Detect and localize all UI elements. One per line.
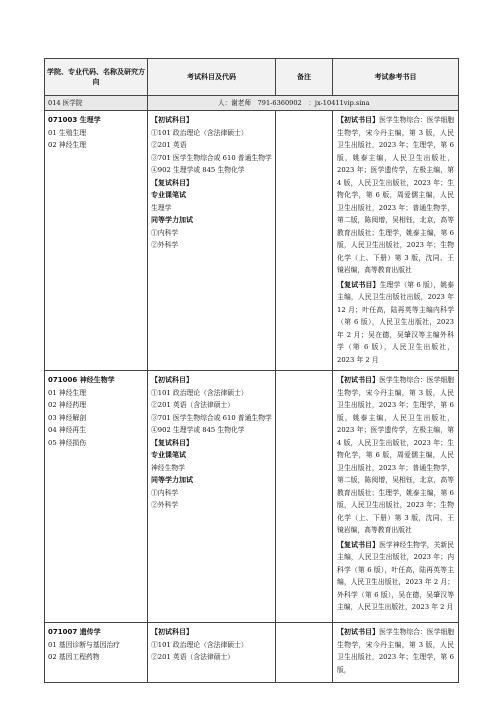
remarks-cell [276,111,333,371]
major-title: 071007 遗传学 [48,628,101,636]
exam-subject: ①101 政治理论（含法律硕士） [151,388,248,397]
equivalent-exam-title: 同等学力加试 [151,476,193,484]
reference-books [333,623,459,683]
direction-item: 01 神经生理 [48,388,86,397]
header-exam-subjects: 考试科目及代码 [148,59,276,96]
exam-subject: ④902 生理学或 845 生物化学 [151,426,245,434]
initial-reference [337,114,454,277]
initial-exam-title: 【初试科目】 [151,376,193,384]
header-reference-books: 考试参考书目 [333,59,459,96]
retest-reference [337,279,454,367]
reference-text: 医学生物综合：医学细胞生物学，宋今丹主编，第 3 版，人民卫生出版社，2023 年；生理学，第 6 版， [337,628,455,674]
retest-reference [337,539,454,614]
initial-reference [337,626,454,676]
direction-item: 02 基因工程药物 [48,653,100,661]
exam-subject: ②201 英语（含法律硕士） [151,653,235,661]
reference-books [333,111,459,371]
exam-subjects [148,371,276,623]
equivalent-subject: ②外科学 [151,241,179,249]
exam-subject: ②201 英语（含法律硕士） [151,401,235,409]
reference-text: 生理学（第 6 版），姚泰主编，人民卫生出版社出版，2023 年 12 月；叶任高，陆再英等主编内科学（第 6 版），人民卫生出版社，2023 年 2 月；吴在德，吴肇汉等主编外科学（第 6 版），人民卫生出版社，2023 年 2 月 [337,280,455,364]
initial-exam-title: 【初试科目】 [151,628,193,636]
exam-subject: ④902 生理学或 845 生物化学 [151,166,245,174]
equivalent-exam-title: 同等学力加试 [151,216,193,224]
direction-item: 04 神经再生 [48,426,86,434]
reference-tag: 【初试书目】 [337,376,380,384]
school-contact: 人：谢老师 791-6360902 ：jx-10411vip.sina [148,96,459,111]
direction-item: 01 生殖生理 [48,128,86,137]
school-name: 014 医学院 [45,96,148,111]
reference-books [333,371,459,623]
written-subject: 神经生物学 [151,463,185,472]
direction-item: 02 神经药理 [48,401,86,409]
remarks-cell [276,371,333,623]
equivalent-subject: ①内科学 [151,228,179,237]
initial-reference [337,374,454,537]
admissions-table [44,58,459,683]
retest-title: 【复试科目】 [151,178,193,187]
written-subject: 生理学 [151,203,172,212]
remarks-cell [276,623,333,683]
exam-subject: ③701 医学生物综合或 610 普通生物学 [151,413,272,422]
exam-subject: ①101 政治理论（含法律硕士） [151,128,248,137]
equivalent-subject: ①内科学 [151,488,179,497]
exam-subject: ③701 医学生物综合或 610 普通生物学 [151,153,272,162]
reference-text: 医学生物综合：医学细胞生物学，宋今丹主编，第 3 版，人民卫生出版社，2023 年；生理学，第 6 版，姚泰主编，人民卫生出版社，2023 年；医学遗传学，左极主编，第 4 版，人民卫生出版社，2023 年；生物化学，第 6 版，周爱儒主编，人民卫生出版社，2023 年；普通生物学，第二版，陈阅增，吴相钰，北京，高等教育出版社；生理学，姚泰主编，第 6 版，人民卫生出版社，2023 年；生物化学（上、下册）第 3 版，沈同、王镜岩编，高等教育出版社 [337,116,455,274]
admissions-table-page [44,58,458,683]
reference-tag: 【复试书目】 [337,540,380,549]
exam-subject: ①101 政治理论（含法律硕士） [151,640,248,649]
reference-text: 医学生物综合：医学细胞生物学，宋今丹主编，第 3 版，人民卫生出版社，2023 年；生理学，第 6 版，姚泰主编，人民卫生出版社，2023 年；医学遗传学，左极主编，第 4 版，人民卫生出版社，2023 年；生物化学，第 6 版，周爱儒主编，人民卫生出版社，2023 年；普通生物学，第二版，陈阅增，吴相钰，北京，高等教育出版社；生理学，姚泰主编，第 6 版，人民卫生出版社，2023 年；生物化学（上、下册）第 3 版，沈同、王镜岩编，高等教育出版社 [337,376,455,534]
major-info [45,371,148,623]
major-info [45,623,148,683]
reference-tag: 【复试书目】 [337,280,380,289]
direction-item: 02 神经生理 [48,141,86,149]
reference-tag: 【初试书目】 [337,116,380,124]
exam-subjects [148,623,276,683]
header-remarks: 备注 [276,59,333,96]
equivalent-subject: ②外科学 [151,501,179,509]
reference-text: 医学神经生物学，关新民主编，人民卫生出版社，2023 年；内科学（第 6 版），叶任高，陆再英等主编，人民卫生出版社，2023 年 2 月；外科学（第 6 版），吴在德，吴肇汉等主编，人民卫生出版社，2023 年 2 月 [337,540,455,611]
exam-subject: ②201 英语 [151,141,187,149]
direction-item: 03 神经解剖 [48,413,86,422]
direction-item: 01 基因诊断与基因治疗 [48,640,120,649]
major-title: 071006 神经生物学 [48,376,115,384]
major-info [45,111,148,371]
retest-title: 【复试科目】 [151,438,193,447]
exam-subjects [148,111,276,371]
reference-tag: 【初试书目】 [337,628,380,636]
major-row [45,623,459,683]
direction-item: 05 神经损伤 [48,438,86,447]
school-row [45,96,459,111]
major-written-title: 专业课笔试 [151,191,186,199]
header-college-major: 学院、专业代码、名称及研究方向 [45,59,148,96]
header-row [45,59,459,96]
major-row [45,371,459,623]
initial-exam-title: 【初试科目】 [151,116,193,124]
major-written-title: 专业课笔试 [151,451,186,459]
major-row [45,111,459,371]
major-title: 071003 生理学 [48,116,101,124]
